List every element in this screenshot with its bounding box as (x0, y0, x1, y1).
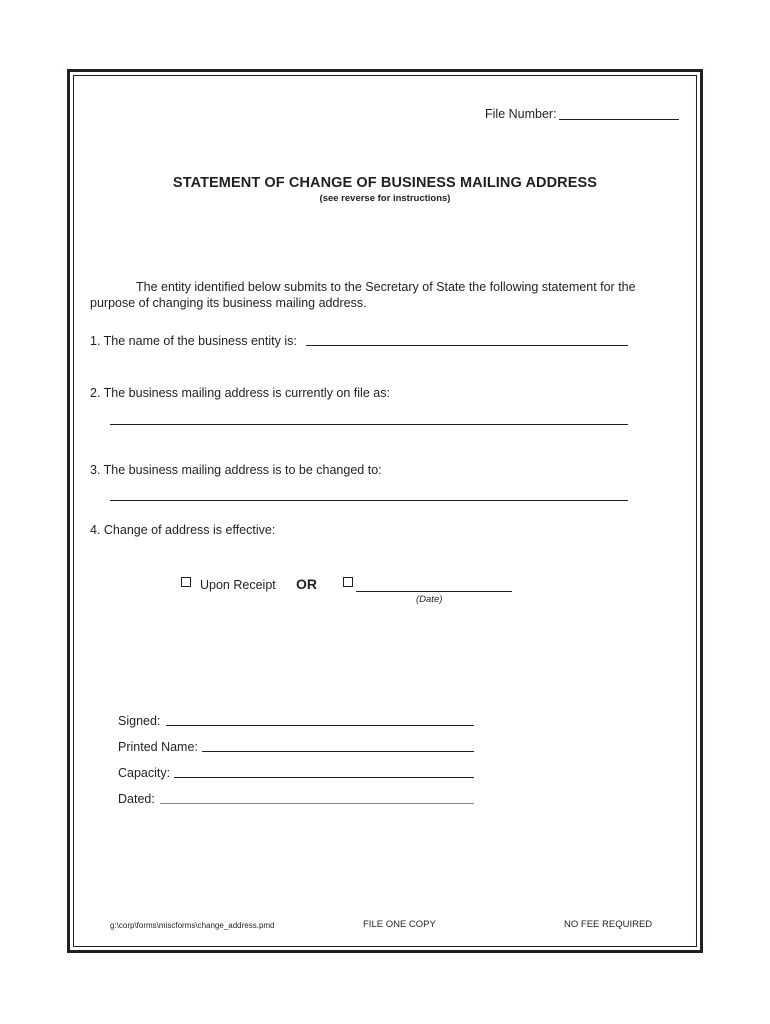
date-caption: (Date) (416, 594, 443, 605)
business-entity-name-field[interactable] (306, 345, 628, 346)
item-4-label: 4. Change of address is effective: (90, 523, 276, 537)
form-title: STATEMENT OF CHANGE OF BUSINESS MAILING ADDRESS (172, 175, 598, 191)
effective-date-field[interactable] (356, 591, 512, 592)
form-subtitle: (see reverse for instructions) (319, 193, 451, 204)
capacity-field[interactable] (174, 777, 474, 778)
printed-name-field[interactable] (202, 751, 474, 752)
dated-field[interactable] (160, 803, 474, 804)
signed-field[interactable] (166, 725, 474, 726)
file-path: g:\corp\forms\miscforms\change_address.pmd (110, 921, 275, 930)
intro-line-1: The entity identified below submits to the Secretary of State the following statement for the (136, 280, 636, 294)
new-address-field[interactable] (110, 500, 628, 501)
file-number-label: File Number: (485, 107, 557, 121)
date-checkbox[interactable] (343, 577, 353, 587)
dated-label: Dated: (118, 792, 155, 806)
file-one-copy: FILE ONE COPY (363, 919, 436, 930)
signed-label: Signed: (118, 714, 161, 728)
or-label: OR (296, 576, 317, 592)
capacity-label: Capacity: (118, 766, 171, 780)
item-1-label: 1. The name of the business entity is: (90, 334, 297, 348)
inner-border (73, 75, 697, 947)
current-address-field[interactable] (110, 424, 628, 425)
item-2-label: 2. The business mailing address is currently on file as: (90, 386, 390, 400)
item-3-label: 3. The business mailing address is to be changed to: (90, 463, 382, 477)
no-fee-required: NO FEE REQUIRED (564, 919, 653, 930)
printed-name-label: Printed Name: (118, 740, 198, 754)
file-number-field[interactable] (559, 119, 679, 120)
upon-receipt-checkbox[interactable] (181, 577, 191, 587)
intro-line-2: purpose of changing its business mailing address. (90, 296, 367, 310)
upon-receipt-label: Upon Receipt (200, 578, 276, 592)
